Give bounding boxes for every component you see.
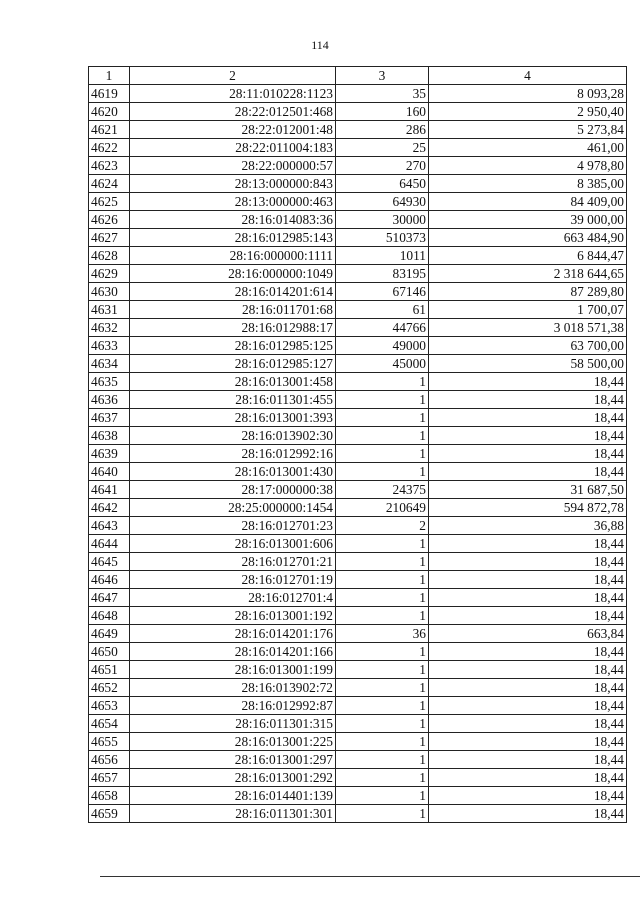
amount-cell: 63 700,00	[429, 337, 627, 355]
row-number-cell: 4654	[89, 715, 130, 733]
area-cell: 45000	[336, 355, 429, 373]
area-cell: 1	[336, 409, 429, 427]
area-cell: 1	[336, 805, 429, 823]
cadastral-number-cell: 28:17:000000:38	[130, 481, 336, 499]
amount-cell: 5 273,84	[429, 121, 627, 139]
amount-cell: 18,44	[429, 427, 627, 445]
row-number-cell: 4651	[89, 661, 130, 679]
row-number-cell: 4652	[89, 679, 130, 697]
amount-cell: 18,44	[429, 733, 627, 751]
cadastral-number-cell: 28:16:013902:30	[130, 427, 336, 445]
area-cell: 1	[336, 715, 429, 733]
row-number-cell: 4627	[89, 229, 130, 247]
row-number-cell: 4620	[89, 103, 130, 121]
row-number-cell: 4639	[89, 445, 130, 463]
area-cell: 1	[336, 445, 429, 463]
amount-cell: 36,88	[429, 517, 627, 535]
area-cell: 1	[336, 391, 429, 409]
row-number-cell: 4643	[89, 517, 130, 535]
table-row	[89, 247, 627, 265]
table-row	[89, 535, 627, 553]
cadastral-number-cell: 28:13:000000:843	[130, 175, 336, 193]
area-cell: 1	[336, 769, 429, 787]
table-row	[89, 265, 627, 283]
area-cell: 1	[336, 643, 429, 661]
table-row	[89, 481, 627, 499]
cadastral-number-cell: 28:16:011301:455	[130, 391, 336, 409]
table-row	[89, 697, 627, 715]
table-row	[89, 787, 627, 805]
amount-cell: 8 093,28	[429, 85, 627, 103]
row-number-cell: 4646	[89, 571, 130, 589]
row-number-cell: 4637	[89, 409, 130, 427]
amount-cell: 3 018 571,38	[429, 319, 627, 337]
cadastral-number-cell: 28:16:013001:192	[130, 607, 336, 625]
table-row	[89, 391, 627, 409]
cadastral-number-cell: 28:11:010228:1123	[130, 85, 336, 103]
area-cell: 1	[336, 787, 429, 805]
area-cell: 83195	[336, 265, 429, 283]
amount-cell: 18,44	[429, 643, 627, 661]
amount-cell: 2 318 644,65	[429, 265, 627, 283]
table-row	[89, 157, 627, 175]
cadastral-number-cell: 28:16:011301:301	[130, 805, 336, 823]
table-row	[89, 337, 627, 355]
cadastral-number-cell: 28:16:013902:72	[130, 679, 336, 697]
row-number-cell: 4638	[89, 427, 130, 445]
table-row	[89, 103, 627, 121]
amount-cell: 1 700,07	[429, 301, 627, 319]
area-cell: 67146	[336, 283, 429, 301]
row-number-cell: 4658	[89, 787, 130, 805]
row-number-cell: 4657	[89, 769, 130, 787]
registry-table	[88, 66, 627, 823]
table-row	[89, 121, 627, 139]
header-row	[89, 67, 627, 85]
amount-cell: 6 844,47	[429, 247, 627, 265]
area-cell: 6450	[336, 175, 429, 193]
table-row	[89, 355, 627, 373]
table-row	[89, 445, 627, 463]
column-header-4: 4	[429, 67, 627, 85]
area-cell: 44766	[336, 319, 429, 337]
row-number-cell: 4640	[89, 463, 130, 481]
row-number-cell: 4626	[89, 211, 130, 229]
cadastral-number-cell: 28:16:012985:143	[130, 229, 336, 247]
area-cell: 160	[336, 103, 429, 121]
amount-cell: 18,44	[429, 445, 627, 463]
row-number-cell: 4629	[89, 265, 130, 283]
row-number-cell: 4655	[89, 733, 130, 751]
cadastral-number-cell: 28:16:011701:68	[130, 301, 336, 319]
area-cell: 1011	[336, 247, 429, 265]
area-cell: 210649	[336, 499, 429, 517]
cadastral-number-cell: 28:22:000000:57	[130, 157, 336, 175]
row-number-cell: 4628	[89, 247, 130, 265]
amount-cell: 18,44	[429, 715, 627, 733]
cadastral-number-cell: 28:16:013001:199	[130, 661, 336, 679]
area-cell: 25	[336, 139, 429, 157]
amount-cell: 663 484,90	[429, 229, 627, 247]
row-number-cell: 4659	[89, 805, 130, 823]
amount-cell: 18,44	[429, 571, 627, 589]
area-cell: 510373	[336, 229, 429, 247]
cadastral-number-cell: 28:16:000000:1111	[130, 247, 336, 265]
area-cell: 30000	[336, 211, 429, 229]
area-cell: 1	[336, 373, 429, 391]
row-number-cell: 4621	[89, 121, 130, 139]
row-number-cell: 4623	[89, 157, 130, 175]
table-row	[89, 175, 627, 193]
area-cell: 64930	[336, 193, 429, 211]
amount-cell: 18,44	[429, 535, 627, 553]
table-row	[89, 715, 627, 733]
amount-cell: 84 409,00	[429, 193, 627, 211]
area-cell: 1	[336, 697, 429, 715]
table-row	[89, 625, 627, 643]
row-number-cell: 4624	[89, 175, 130, 193]
table-row	[89, 607, 627, 625]
row-number-cell: 4619	[89, 85, 130, 103]
row-number-cell: 4649	[89, 625, 130, 643]
amount-cell: 18,44	[429, 697, 627, 715]
area-cell: 286	[336, 121, 429, 139]
cadastral-number-cell: 28:16:014083:36	[130, 211, 336, 229]
table-row	[89, 139, 627, 157]
amount-cell: 18,44	[429, 805, 627, 823]
row-number-cell: 4656	[89, 751, 130, 769]
area-cell: 1	[336, 553, 429, 571]
row-number-cell: 4622	[89, 139, 130, 157]
amount-cell: 18,44	[429, 553, 627, 571]
cadastral-number-cell: 28:16:013001:393	[130, 409, 336, 427]
area-cell: 2	[336, 517, 429, 535]
area-cell: 1	[336, 463, 429, 481]
table-row	[89, 589, 627, 607]
area-cell: 61	[336, 301, 429, 319]
table-row	[89, 463, 627, 481]
table-row	[89, 751, 627, 769]
cadastral-number-cell: 28:22:012001:48	[130, 121, 336, 139]
cadastral-number-cell: 28:16:012992:87	[130, 697, 336, 715]
table-row	[89, 373, 627, 391]
area-cell: 1	[336, 751, 429, 769]
cadastral-number-cell: 28:16:014201:166	[130, 643, 336, 661]
amount-cell: 87 289,80	[429, 283, 627, 301]
table-row	[89, 805, 627, 823]
amount-cell: 18,44	[429, 679, 627, 697]
table-row	[89, 643, 627, 661]
cadastral-number-cell: 28:16:012701:21	[130, 553, 336, 571]
amount-cell: 58 500,00	[429, 355, 627, 373]
area-cell: 270	[336, 157, 429, 175]
area-cell: 1	[336, 733, 429, 751]
row-number-cell: 4650	[89, 643, 130, 661]
row-number-cell: 4634	[89, 355, 130, 373]
table-row	[89, 571, 627, 589]
cadastral-number-cell: 28:16:013001:225	[130, 733, 336, 751]
area-cell: 1	[336, 427, 429, 445]
table-row	[89, 301, 627, 319]
row-number-cell: 4642	[89, 499, 130, 517]
cadastral-number-cell: 28:16:012701:19	[130, 571, 336, 589]
table-row	[89, 211, 627, 229]
table-row	[89, 661, 627, 679]
table-row	[89, 517, 627, 535]
table-row	[89, 679, 627, 697]
cadastral-number-cell: 28:25:000000:1454	[130, 499, 336, 517]
cadastral-number-cell: 28:16:012988:17	[130, 319, 336, 337]
cadastral-number-cell: 28:16:013001:458	[130, 373, 336, 391]
area-cell: 1	[336, 661, 429, 679]
cadastral-number-cell: 28:16:014201:614	[130, 283, 336, 301]
cadastral-number-cell: 28:16:012992:16	[130, 445, 336, 463]
column-header-3: 3	[336, 67, 429, 85]
amount-cell: 18,44	[429, 373, 627, 391]
area-cell: 1	[336, 607, 429, 625]
row-number-cell: 4636	[89, 391, 130, 409]
row-number-cell: 4625	[89, 193, 130, 211]
amount-cell: 8 385,00	[429, 175, 627, 193]
row-number-cell: 4633	[89, 337, 130, 355]
cadastral-number-cell: 28:22:011004:183	[130, 139, 336, 157]
amount-cell: 18,44	[429, 661, 627, 679]
amount-cell: 663,84	[429, 625, 627, 643]
cadastral-number-cell: 28:16:012985:125	[130, 337, 336, 355]
area-cell: 24375	[336, 481, 429, 499]
cadastral-number-cell: 28:16:013001:606	[130, 535, 336, 553]
table-row	[89, 85, 627, 103]
row-number-cell: 4645	[89, 553, 130, 571]
cadastral-number-cell: 28:16:013001:297	[130, 751, 336, 769]
amount-cell: 461,00	[429, 139, 627, 157]
area-cell: 36	[336, 625, 429, 643]
area-cell: 1	[336, 679, 429, 697]
table-row	[89, 409, 627, 427]
cadastral-number-cell: 28:22:012501:468	[130, 103, 336, 121]
cadastral-number-cell: 28:16:000000:1049	[130, 265, 336, 283]
row-number-cell: 4644	[89, 535, 130, 553]
amount-cell: 18,44	[429, 409, 627, 427]
cadastral-number-cell: 28:16:013001:430	[130, 463, 336, 481]
table-row	[89, 733, 627, 751]
cadastral-number-cell: 28:16:011301:315	[130, 715, 336, 733]
amount-cell: 18,44	[429, 589, 627, 607]
area-cell: 1	[336, 535, 429, 553]
page-number: 114	[311, 38, 329, 52]
amount-cell: 18,44	[429, 391, 627, 409]
amount-cell: 18,44	[429, 751, 627, 769]
table-row	[89, 229, 627, 247]
amount-cell: 4 978,80	[429, 157, 627, 175]
bottom-rule	[100, 876, 640, 877]
table-row	[89, 193, 627, 211]
row-number-cell: 4635	[89, 373, 130, 391]
row-number-cell: 4630	[89, 283, 130, 301]
area-cell: 1	[336, 571, 429, 589]
table-row	[89, 769, 627, 787]
cadastral-number-cell: 28:16:014401:139	[130, 787, 336, 805]
cadastral-number-cell: 28:16:013001:292	[130, 769, 336, 787]
amount-cell: 18,44	[429, 607, 627, 625]
column-header-2: 2	[130, 67, 336, 85]
amount-cell: 594 872,78	[429, 499, 627, 517]
table-row	[89, 499, 627, 517]
cadastral-number-cell: 28:16:012985:127	[130, 355, 336, 373]
column-header-1: 1	[89, 67, 130, 85]
cadastral-number-cell: 28:13:000000:463	[130, 193, 336, 211]
amount-cell: 18,44	[429, 787, 627, 805]
area-cell: 1	[336, 589, 429, 607]
row-number-cell: 4648	[89, 607, 130, 625]
table-row	[89, 319, 627, 337]
table-row	[89, 283, 627, 301]
table-body	[89, 85, 627, 823]
amount-cell: 2 950,40	[429, 103, 627, 121]
amount-cell: 31 687,50	[429, 481, 627, 499]
row-number-cell: 4647	[89, 589, 130, 607]
cadastral-number-cell: 28:16:014201:176	[130, 625, 336, 643]
table-row	[89, 553, 627, 571]
area-cell: 49000	[336, 337, 429, 355]
table-row	[89, 427, 627, 445]
amount-cell: 39 000,00	[429, 211, 627, 229]
amount-cell: 18,44	[429, 769, 627, 787]
row-number-cell: 4632	[89, 319, 130, 337]
area-cell: 35	[336, 85, 429, 103]
row-number-cell: 4641	[89, 481, 130, 499]
cadastral-number-cell: 28:16:012701:4	[130, 589, 336, 607]
row-number-cell: 4653	[89, 697, 130, 715]
cadastral-number-cell: 28:16:012701:23	[130, 517, 336, 535]
row-number-cell: 4631	[89, 301, 130, 319]
amount-cell: 18,44	[429, 463, 627, 481]
